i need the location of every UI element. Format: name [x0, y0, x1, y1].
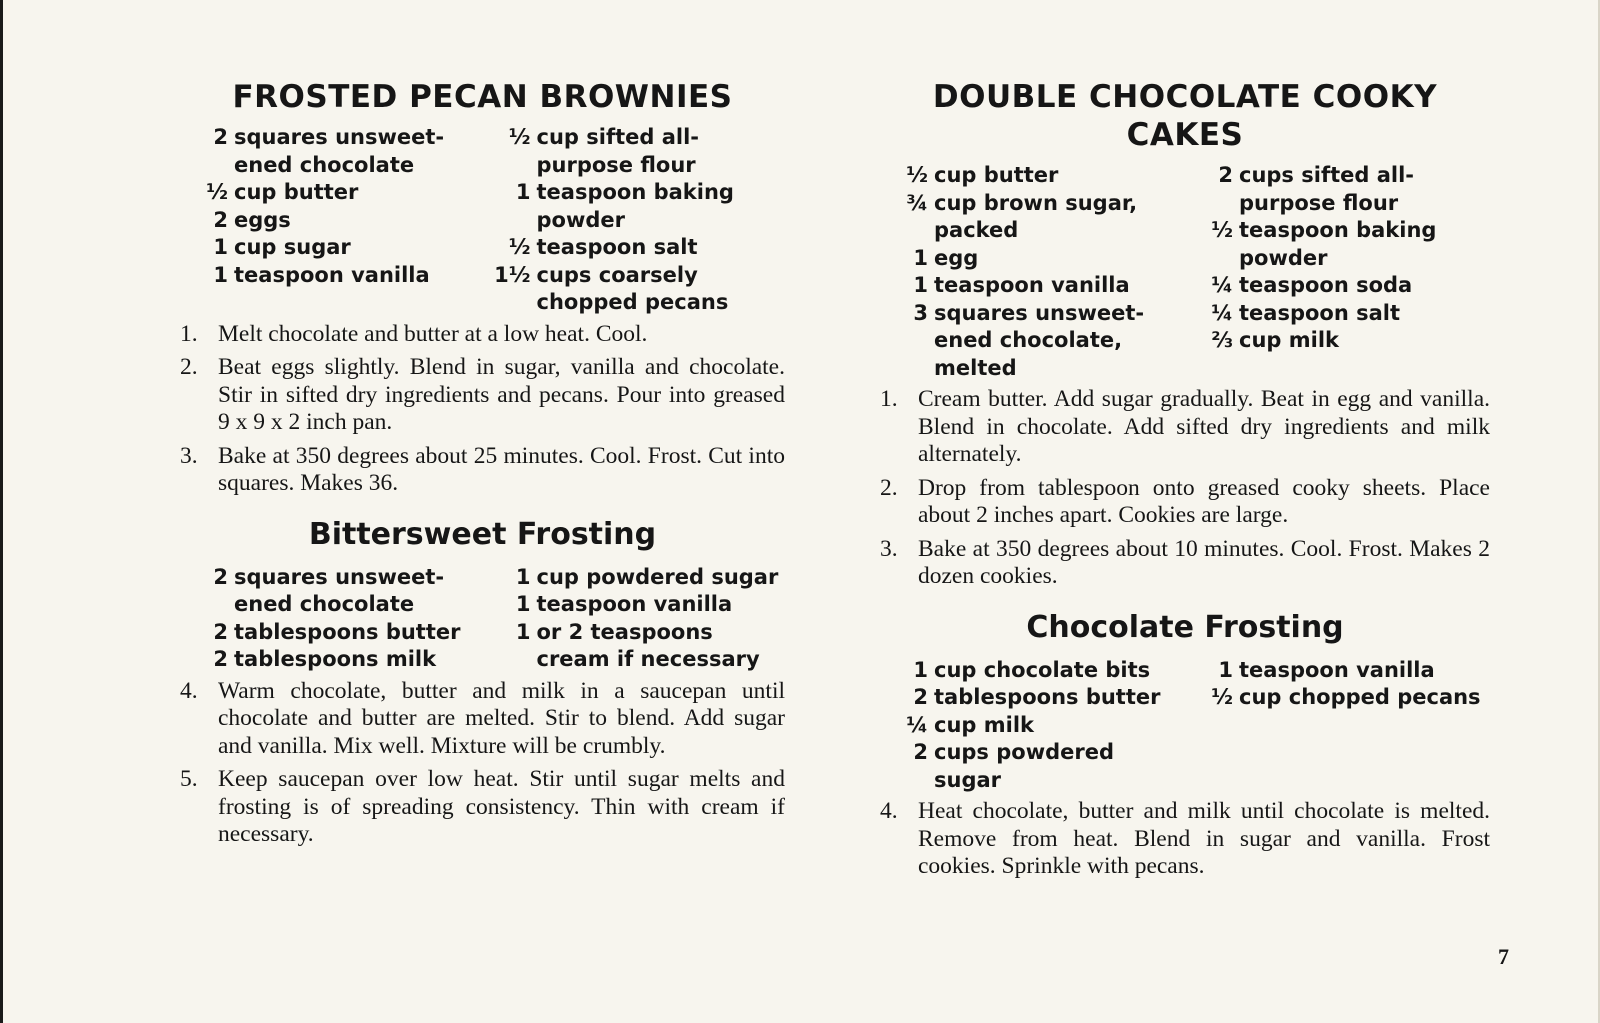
ingredient-qty: ½	[906, 163, 928, 187]
step	[180, 354, 785, 437]
recipe-title	[880, 78, 1490, 154]
frosting-title: Chocolate Frosting	[1026, 609, 1344, 645]
ingredient	[1185, 684, 1490, 712]
step	[880, 536, 1490, 591]
ingredient-item: tablespoons butter	[234, 619, 461, 644]
ingredient-item: eggs	[234, 207, 291, 232]
ingredient-item: cup chocolate bits	[934, 657, 1151, 682]
ingredient-item: tablespoons milk	[234, 647, 437, 671]
ingredient-item: cup powdered sugar	[536, 564, 779, 589]
step	[880, 386, 1490, 469]
ingredient-qty: 2	[213, 619, 228, 644]
ingredient-qty: 1	[913, 245, 928, 270]
ingredient	[180, 207, 483, 235]
ingredient-qty: 2	[913, 685, 928, 709]
ingredient-qty: ¼	[1211, 300, 1233, 325]
ingredient-item: teaspoon vanilla	[1239, 657, 1435, 682]
ingredient-item: cup milk	[1239, 328, 1339, 352]
step-text: Heat chocolate, butter and milk until chocolate is melted. Remove from heat. Blend in sugar and vanilla. Frost cookies. Sprinkle with pecans.	[918, 798, 1490, 879]
ingredient-item: teaspoon vanilla	[234, 262, 430, 287]
recipe-title: FROSTED PECAN BROWNIES	[232, 79, 733, 115]
ingredient-item: squares unsweet-ened chocolate	[234, 564, 445, 616]
ingredient	[483, 124, 786, 179]
step-number: 4.	[880, 798, 898, 824]
ingredient-qty: ½	[1211, 685, 1233, 709]
ingredient	[180, 619, 483, 647]
step-number: 5.	[180, 766, 198, 792]
ingredient-qty: 1	[515, 619, 531, 644]
step	[180, 766, 785, 849]
ingredient	[1185, 217, 1490, 272]
page-edge	[0, 0, 3, 1023]
frosting-step-list	[180, 678, 785, 849]
ingredient-item: cup brown sugar, packed	[934, 190, 1138, 242]
step	[180, 321, 785, 349]
step-text: Keep saucepan over low heat. Stir until sugar melts and frosting is of spreading consistency. Thin with cream if necessary.	[218, 766, 785, 847]
ingredient	[880, 190, 1185, 245]
ingredient-item: cups powdered sugar	[934, 740, 1115, 792]
ingredient-item: teaspoon salt	[536, 235, 698, 259]
ingredient	[880, 739, 1185, 794]
ingredient-column	[483, 564, 786, 674]
ingredient-item: egg	[934, 245, 979, 270]
ingredient-item: teaspoon baking powder	[1239, 218, 1437, 270]
ingredient	[180, 179, 483, 207]
ingredient-qty: 1	[515, 180, 531, 204]
ingredient-column	[880, 657, 1185, 795]
ingredient-column	[483, 124, 786, 317]
ingredient-qty: ¼	[1211, 273, 1233, 297]
ingredient-qty: ¼	[906, 712, 928, 737]
ingredient	[483, 591, 786, 619]
ingredient	[880, 657, 1185, 685]
ingredient-column	[180, 564, 483, 674]
ingredient-list	[180, 124, 785, 317]
ingredient-item: cup sugar	[234, 235, 351, 259]
ingredient-column	[1185, 162, 1490, 382]
ingredient-item: teaspoon vanilla	[934, 273, 1130, 297]
step-number: 3.	[880, 535, 898, 562]
ingredient	[880, 300, 1185, 383]
left-recipe	[180, 78, 785, 855]
frosting-title: Bittersweet Frosting	[308, 516, 657, 552]
ingredient-qty: ¾	[906, 190, 928, 215]
ingredient	[483, 619, 786, 674]
ingredient-item: cup milk	[934, 712, 1034, 737]
ingredient	[483, 234, 786, 262]
step-text: Bake at 350 degrees about 25 minutes. Cool. Frost. Cut into squares. Makes 36.	[218, 442, 785, 496]
step-number: 3.	[180, 442, 198, 469]
frosting-ingredient-list	[180, 564, 785, 674]
ingredient-qty: 2	[1218, 163, 1233, 187]
frosting-ingredient-list	[880, 657, 1490, 795]
ingredient	[880, 162, 1185, 190]
step-text: Melt chocolate and butter at a low heat. Cool.	[218, 320, 648, 347]
ingredient-qty: 1	[213, 235, 228, 259]
step	[180, 678, 785, 761]
ingredient	[483, 262, 786, 317]
ingredient	[1185, 327, 1490, 355]
ingredient-item: cup butter	[934, 163, 1059, 187]
step-number: 4.	[180, 677, 198, 704]
ingredient-item: squares unsweet-ened chocolate, melted	[934, 300, 1145, 380]
step-text: Beat eggs slightly. Blend in sugar, vanilla and chocolate. Stir in sifted dry ingredients and pecans. Pour into greased 9 x 9 x 2 inch pan.	[218, 354, 785, 435]
ingredient	[880, 245, 1185, 273]
ingredient	[1185, 657, 1490, 685]
ingredient-qty: ½	[508, 125, 531, 149]
recipe-title-line: CAKES	[1126, 117, 1244, 153]
ingredient-qty: 1	[515, 564, 531, 589]
ingredient-qty: ½	[508, 235, 531, 259]
ingredient	[180, 262, 483, 290]
ingredient-item: cup chopped pecans	[1239, 685, 1481, 709]
step	[880, 798, 1490, 881]
ingredient	[483, 564, 786, 592]
ingredient-item: tablespoons butter	[934, 685, 1161, 709]
ingredient-column	[180, 124, 483, 317]
step	[180, 443, 785, 498]
ingredient-qty: 1	[913, 273, 928, 297]
ingredient-qty: 2	[213, 207, 228, 232]
ingredient-item: teaspoon soda	[1239, 273, 1413, 297]
ingredient-list	[880, 162, 1490, 382]
ingredient-item: squares unsweet-ened chocolate	[234, 125, 445, 177]
ingredient	[1185, 272, 1490, 300]
ingredient-qty: 2	[213, 647, 228, 671]
ingredient-column	[1185, 657, 1490, 795]
ingredient	[483, 179, 786, 234]
ingredient-qty: 2	[213, 564, 228, 589]
ingredient-qty: 1	[515, 592, 531, 616]
ingredient-item: cups coarsely chopped pecans	[536, 262, 729, 314]
step-text: Drop from tablespoon onto greased cooky sheets. Place about 2 inches apart. Cookies are large.	[918, 474, 1490, 528]
ingredient-column	[880, 162, 1185, 382]
step-list	[880, 386, 1490, 591]
ingredient-item: cup sifted all-purpose flour	[536, 125, 699, 177]
step-number: 1.	[180, 320, 198, 347]
ingredient-qty: 1	[1218, 657, 1233, 682]
ingredient-qty: ½	[206, 180, 228, 204]
ingredient-item: teaspoon salt	[1239, 300, 1401, 325]
ingredient-qty: 1½	[494, 262, 531, 287]
frosting-step-list	[880, 798, 1490, 881]
recipe-title-line: DOUBLE CHOCOLATE COOKY	[932, 79, 1438, 115]
step	[880, 475, 1490, 530]
step-number: 1.	[880, 386, 898, 412]
ingredient-item: teaspoon vanilla	[536, 592, 733, 616]
step-text: Warm chocolate, butter and milk in a saucepan until chocolate and butter are melted. Stir to blend. Add sugar and vanilla. Mix well. Mixture will be crumbly.	[218, 677, 785, 759]
page-number: 7	[1498, 944, 1509, 969]
ingredient-item: cup butter	[234, 180, 359, 204]
right-recipe	[880, 78, 1490, 887]
step-number: 2.	[880, 474, 898, 501]
ingredient	[180, 124, 483, 179]
ingredient-qty: 2	[913, 740, 928, 764]
ingredient-item: teaspoon baking powder	[536, 180, 734, 232]
ingredient	[880, 712, 1185, 740]
step-list	[180, 321, 785, 498]
ingredient	[180, 234, 483, 262]
ingredient	[1185, 300, 1490, 328]
ingredient-item: cups sifted all-purpose flour	[1239, 163, 1414, 215]
ingredient	[1185, 162, 1490, 217]
ingredient-qty: 1	[213, 262, 228, 287]
ingredient-qty: 3	[913, 300, 928, 325]
ingredient	[180, 646, 483, 674]
step-number: 2.	[180, 354, 198, 380]
step-text: Bake at 350 degrees about 10 minutes. Cool. Frost. Makes 2 dozen cookies.	[918, 535, 1490, 589]
ingredient	[880, 272, 1185, 300]
ingredient	[180, 564, 483, 619]
ingredient-item: or 2 teaspoons cream if necessary	[536, 619, 760, 671]
ingredient-qty: 1	[913, 657, 928, 682]
ingredient-qty: ½	[1211, 218, 1233, 242]
ingredient	[880, 684, 1185, 712]
ingredient-qty: 2	[213, 125, 228, 149]
step-text: Cream butter. Add sugar gradually. Beat in egg and vanilla. Blend in chocolate. Add sifted dry ingredients and milk alternately.	[918, 386, 1490, 467]
ingredient-qty: ⅔	[1211, 328, 1233, 352]
